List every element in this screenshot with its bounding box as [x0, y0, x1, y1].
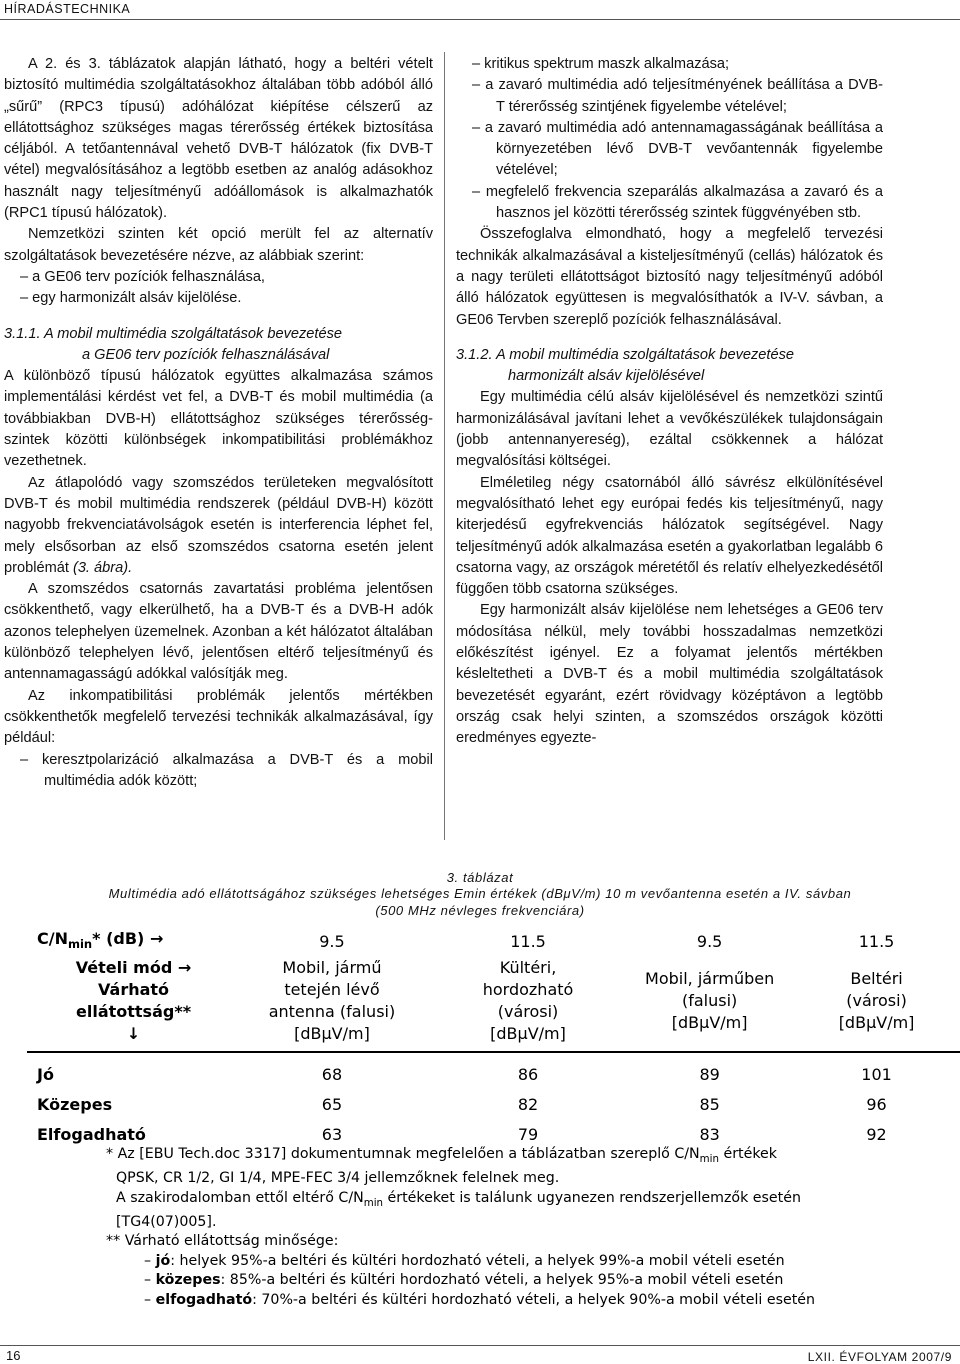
- paragraph-text: Az átlapolódó vagy szomszédos területeken megvalósított DVB-T és mobil multimédia rendszerek (például DVB-H) között nagyobb frekvenciatávolságok esetén is interferencia léphet fel, mely elsősorban az első szomszédos csatorna esetén jelent problémát: [4, 474, 433, 576]
- page-number: 16: [6, 1348, 21, 1363]
- cn-value: 11.5: [858, 931, 895, 951]
- row-label: Jó: [37, 1065, 54, 1085]
- column-divider: [444, 52, 445, 840]
- arrow-right-icon: →: [149, 929, 164, 948]
- table-caption-line: Multimédia adó ellátottságához szükséges lehetséges Emin értékek (dBμV/m) 10 m vevőantenna esetén a IV. sávban: [108, 886, 852, 901]
- cn-value: 11.5: [510, 931, 546, 951]
- table-number: 3. táblázat: [446, 870, 514, 885]
- table-cell: 68: [321, 1065, 343, 1085]
- table-cell: 65: [321, 1095, 343, 1115]
- table-row: [27, 1052, 960, 1087]
- arrow-right-icon: →: [177, 958, 192, 978]
- table-cell: 63: [321, 1125, 343, 1145]
- table-cell: 79: [517, 1125, 539, 1145]
- cn-value: 9.5: [319, 931, 345, 951]
- paragraph: Egy multimédia célú alsáv kijelölésével és nemzetközi szintű harmonizálásával javítani lehet a vevőkészülékek tulajdonságain (jobb antennanyereség), ezáltal csökkennek a hálózat megvalósítási költségei.: [456, 389, 883, 470]
- table-caption: [0, 885, 960, 919]
- note-line: [TG4(07)005].: [116, 1213, 217, 1230]
- list-item: – a GE06 terv pozíciók felhasználása,: [20, 268, 265, 285]
- header-rule: [0, 19, 960, 20]
- paragraph: A 2. és 3. táblázatok alapján látható, hogy a beltéri vételt biztosító multimédia szolgáltatásokhoz általában több adóból álló „sűrű” (RPC3 típusú) adóhálózat kiépítése célszerű az ellátottsághoz szükséges magas térerősség értékek biztosítása céljából. A tetőantennával vehető DVB-T hálózatok (fix DVB-T vétel) megvalósításához a legtöbb esetben az analóg adásokhoz használt nagy teljesítményű adóállomások is alkalmazhatók (RPC1 típusú hálózatok).: [4, 56, 433, 222]
- mode-column-header: Mobil, járműben (falusi) [dBμV/m]: [645, 969, 775, 1033]
- note-item: – elfogadható: 70%-a beltéri és kültéri hordozható vételi, a helyek 90%-a mobil vételi esetén: [144, 1291, 815, 1308]
- note-line: ** Várható ellátottság minősége:: [106, 1233, 339, 1250]
- note-item: – jó: helyek 95%-a beltéri és kültéri hordozható vételi, a helyek 99%-a mobil vételi esetén: [144, 1252, 785, 1269]
- table-cell: 82: [517, 1095, 539, 1115]
- mode-label: Vételi mód →: [75, 958, 192, 978]
- mode-header-row: [27, 957, 960, 1052]
- paragraph: A különböző típusú hálózatok együttes alkalmazása számos implementálási kérdést vet fel, a DVB-T és mobil multimédia (a továbbiakban DVB-H) ellátottsághoz szükséges térerősség-szintek közötti különbségek inkompatibilitási problémákhoz vezethetnek.: [4, 368, 433, 470]
- note-line: QPSK, CR 1/2, GI 1/4, MPE-FEC 3/4 jellemzőknek felelnek meg.: [116, 1170, 560, 1187]
- list-item: – keresztpolarizáció alkalmazása a DVB-T és a mobil multimédia adók között;: [20, 751, 433, 789]
- section-heading-cont: a GE06 terv pozíciók felhasználásával: [82, 346, 330, 363]
- list-item: – kritikus spektrum maszk alkalmazása;: [472, 56, 730, 72]
- table-notes: [106, 1145, 906, 1310]
- paragraph: A szomszédos csatornás zavartatási probléma jelentősen csökkenthető, vagy elkerülhető, ha a DVB-T és a DVB-H adók azonos telephelyen üzemelnek. Azonban a két hálózatot általában különböző telephelyen lévő, jelentősen eltérő teljesítményű és antennamagasságú adókkal valósítják meg.: [4, 581, 433, 683]
- note-item: – közepes: 85%-a beltéri és kültéri hordozható vételi, a helyek 95%-a mobil vételi esetén: [144, 1272, 784, 1289]
- mode-column-header: Mobil, jármű tetején lévő antenna (falusi) [dBμV/m]: [268, 958, 396, 1044]
- table-row: [27, 1087, 960, 1117]
- running-header: HÍRADÁSTECHNIKA: [4, 2, 131, 16]
- list-item: – a zavaró multimédia adó antennamagasságának beállítása a környezetében lévő DVB-T vevőantennák figyelembe vételével;: [472, 119, 883, 179]
- table-cell: 96: [866, 1095, 887, 1115]
- list-item: – a zavaró multimédia adó teljesítményének beállítása a DVB-T térerősség szintjének figyelembe vételével;: [472, 77, 883, 115]
- emin-table: [27, 924, 960, 1147]
- paragraph: Összefoglalva elmondható, hogy a megfelelő tervezési technikák alkalmazásával a kisteljesítményű (cellás) hálózatok és a nagy területi ellátottságot biztosító nagy teljesítményű adóból álló hálózatok együttesen is megvalósíthatók a IV-V. sávban, a GE06 Tervben szereplő pozíciók felhasználásával.: [456, 226, 883, 328]
- mode-column-header: Kültéri, hordozható (városi) [dBμV/m]: [482, 958, 574, 1044]
- cn-value: 9.5: [696, 931, 723, 951]
- table-cell: 89: [699, 1065, 720, 1085]
- spacer: [456, 331, 883, 345]
- footer-rule: [0, 1345, 960, 1346]
- cn-subscript: min: [67, 937, 93, 952]
- table-caption-line: (500 MHz névleges frekvenciára): [375, 903, 585, 918]
- section-heading-cont: harmonizált alsáv kijelölésével: [508, 368, 705, 385]
- note-line: * Az [EBU Tech.doc 3317] dokumentumnak megfelelően a táblázatban szereplő $C/N_{min}$ értékek: [106, 1146, 777, 1165]
- paragraph: Egy harmonizált alsáv kijelölése nem lehetséges a GE06 terv módosítása nélkül, mely további hosszadalmas nemzetközi előkészítést igényel. Ez a folyamat jelentős mértékben késleltetheti a DVB-T és a mobil multimédia szolgáltatások bevezetését egyaránt, ezért rövidvagy középtávon a legtöbb ország csak helyi szinten, a szomszédos országok közötti eredményes egyezte-: [456, 602, 883, 747]
- paragraph: [4, 473, 433, 579]
- cn-label: C/N: [37, 929, 68, 948]
- figure-reference: (3. ábra).: [72, 559, 133, 576]
- paragraph: Az inkompatibilitási problémák jelentős mértékben csökkenthetők megfelelő tervezési technikák alkalmazásával, így például:: [4, 687, 433, 747]
- row-label: Elfogadható: [37, 1125, 146, 1145]
- cn-suffix: * (dB): [92, 929, 145, 948]
- mode-column-header: Beltéri (városi) [dBμV/m]: [838, 969, 915, 1033]
- table-cell: 101: [861, 1065, 892, 1085]
- cn-row: [27, 924, 960, 957]
- coverage-label: ellátottság**: [76, 1002, 192, 1022]
- arrow-down-icon: ↓: [126, 1024, 141, 1044]
- table-cell: 86: [517, 1065, 539, 1085]
- table-cell: 92: [866, 1125, 887, 1145]
- volume-label: LXII. ÉVFOLYAM 2007/9: [807, 1350, 952, 1364]
- list-item: – egy harmonizált alsáv kijelölése.: [20, 290, 242, 307]
- left-column: [4, 54, 433, 792]
- table-cell: 83: [699, 1125, 720, 1145]
- spacer: [4, 310, 433, 324]
- section-heading: 3.1.2. A mobil multimédia szolgáltatások bevezetése: [456, 346, 794, 363]
- row-label: Közepes: [37, 1095, 113, 1115]
- table-cell: 85: [699, 1095, 720, 1115]
- list-item: – megfelelő frekvencia szeparálás alkalmazása a zavaró és a hasznos jel közötti térerősség szintek függvényében stb.: [472, 183, 883, 222]
- cn-header: [27, 924, 234, 957]
- section-heading: 3.1.1. A mobil multimédia szolgáltatások bevezetése: [4, 325, 342, 342]
- paragraph: Elméletileg négy csatornából álló sávrész elkülönítésével megvalósítható lehet egy európai fedés kis teljesítményű, nagy kiterjedésű egyfrekvenciás hálózatok segítségével. Nagy teljesítményű adók alkalmazása esetén a gyakorlatban legalább 6 csatorna vagy, az országok méretétől és relatív elhelyezkedésétől függően több csatorna szükséges.: [456, 474, 883, 598]
- mode-header: [27, 957, 234, 1052]
- paragraph: Nemzetközi szinten két opció merült fel az alternatív szolgáltatások bevezetésére nézve, az alábbiak szerint:: [4, 226, 433, 264]
- table-row: [27, 1117, 960, 1147]
- coverage-label: Várható: [98, 980, 170, 1000]
- note-line: A szakirodalomban ettől eltérő $C/N_{min}$ értékeket is találunk ugyanezen rendszerjellemzők esetén: [116, 1189, 801, 1209]
- right-column: [456, 54, 883, 750]
